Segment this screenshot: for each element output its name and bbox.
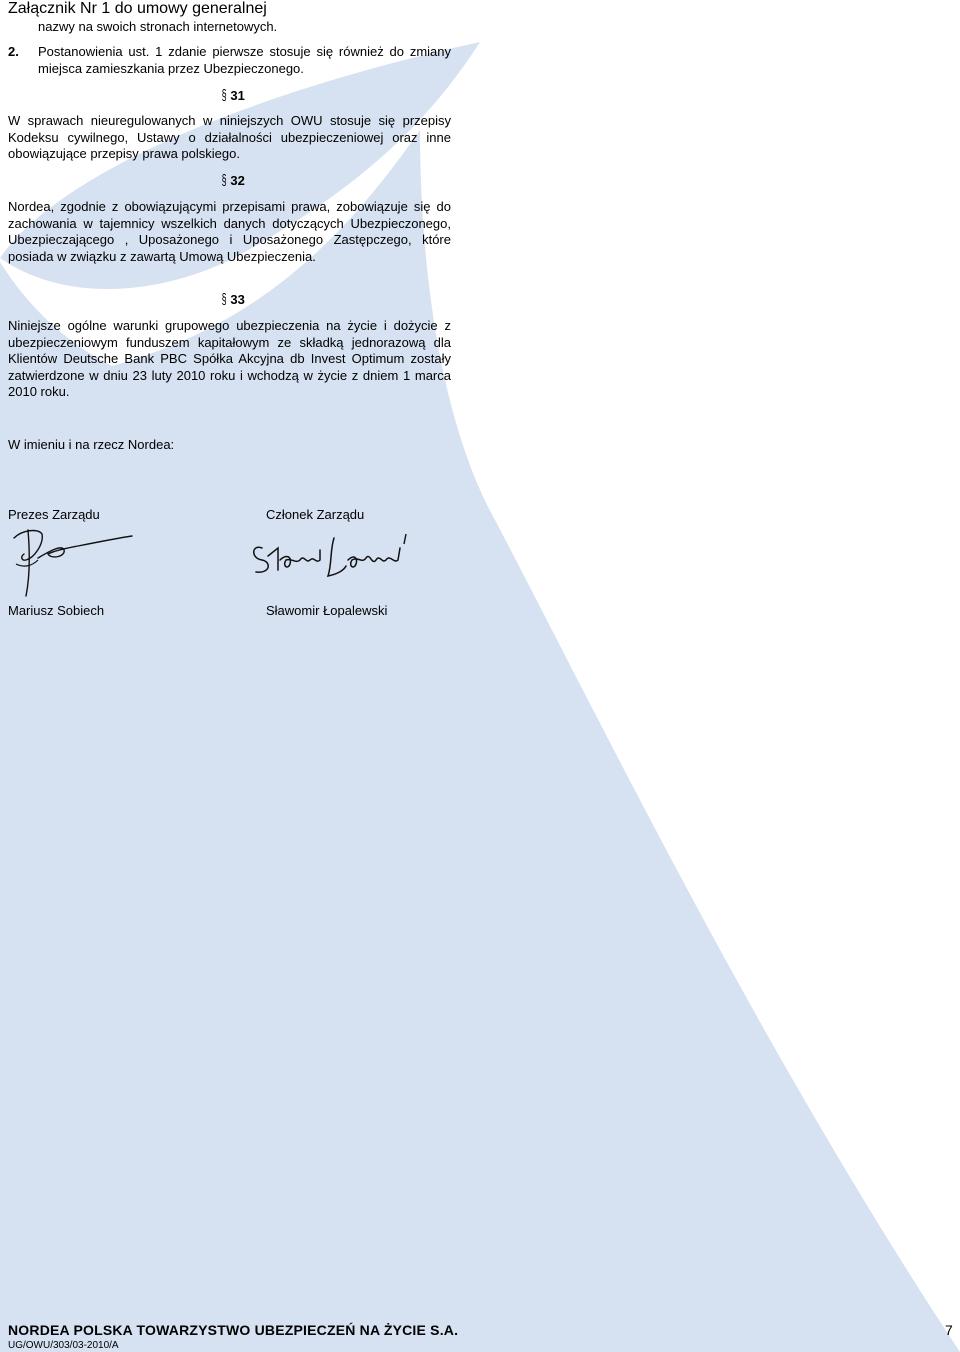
signatory-role-1: Prezes Zarządu: [8, 507, 100, 522]
section-sign-icon: §: [221, 291, 227, 308]
clause-number: 2.: [8, 44, 19, 59]
header-title: Załącznik Nr 1 do umowy generalnej: [8, 0, 267, 17]
signatory-role-2: Członek Zarządu: [266, 507, 365, 522]
signature-image-2: [248, 530, 412, 582]
on-behalf-label: W imieniu i na rzecz Nordea:: [8, 437, 175, 452]
header-continuation: nazwy na swoich stronach internetowych.: [38, 19, 278, 34]
section-text-33: Niniejsze ogólne warunki grupowego ubezpieczenia na życie i dożycie z ubezpieczeniowym funduszem kapitałowym ze składką jednorazową dla Klientów Deutsche Bank PBC Spółka Akcyjna db Invest Optimum zostały zatwierdzone w dniu 23 luty 2010 roku i wchodzą w życie z dniem 1 marca 2010 roku.: [8, 318, 451, 399]
section-sign-icon: §: [221, 87, 227, 104]
signature-image-1: [8, 524, 138, 600]
footer-document-code: UG/OWU/303/03-2010/A: [8, 1340, 119, 1351]
signatory-name-2: Sławomir Łopalewski: [266, 603, 388, 618]
clause-text: Postanowienia ust. 1 zdanie pierwsze stosuje się również do zmiany miejsca zamieszkania przez Ubezpieczonego.: [38, 44, 451, 76]
section-text-31: W sprawach nieuregulowanych w niniejszych OWU stosuje się przepisy Kodeksu cywilnego, Ustawy o działalności ubezpieczeniowej oraz inne obowiązujące przepisy prawa polskiego.: [8, 113, 451, 161]
section-text-32: Nordea, zgodnie z obowiązującymi przepisami prawa, zobowiązuje się do zachowania w tajemnicy wszelkich danych dotyczących Ubezpieczonego, Ubezpieczającego , Uposażonego i Uposażonego Zastępczego, które posiada w związku z zawartą Umową Ubezpieczenia.: [8, 199, 451, 264]
signatory-name-1: Mariusz Sobiech: [8, 603, 105, 618]
section-number: 31: [230, 88, 245, 103]
section-heading-31: [220, 88, 245, 104]
section-heading-33: [220, 292, 245, 308]
section-heading-32: [220, 173, 245, 189]
section-sign-icon: §: [221, 172, 227, 189]
footer-company: NORDEA POLSKA TOWARZYSTWO UBEZPIECZEŃ NA ŻYCIE S.A.: [8, 1322, 459, 1338]
section-number: 32: [230, 173, 245, 188]
page-number: 7: [945, 1322, 953, 1338]
section-number: 33: [230, 292, 245, 307]
